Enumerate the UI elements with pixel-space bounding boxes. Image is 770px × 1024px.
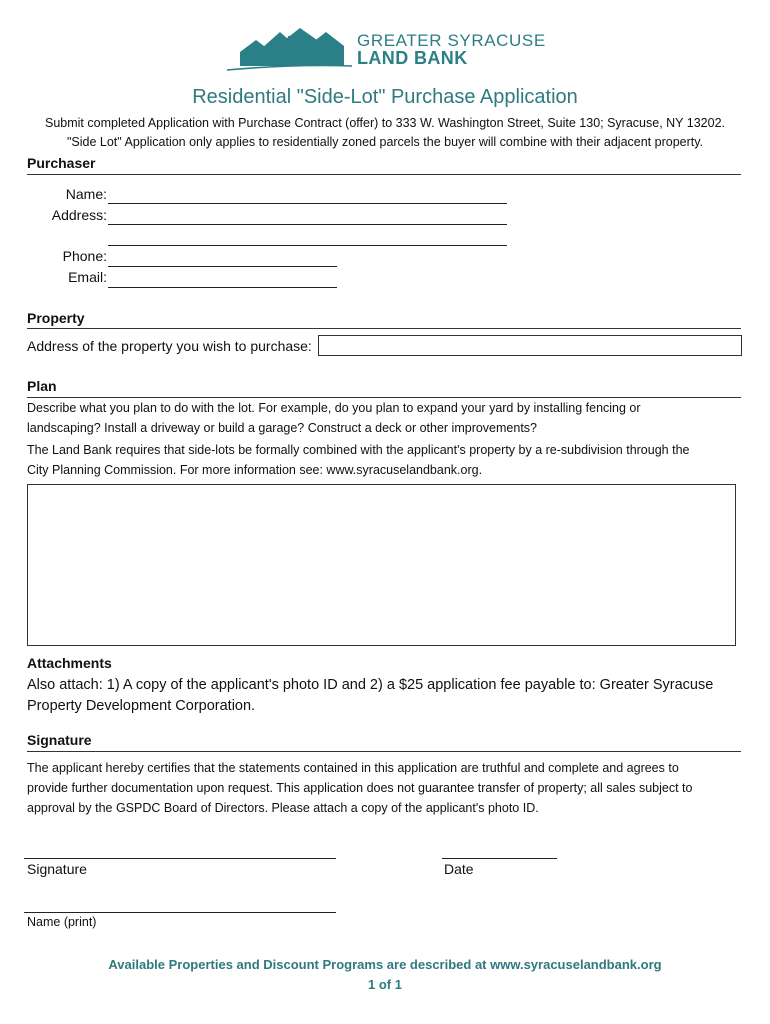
phone-input[interactable] [108, 266, 337, 267]
property-address-label: Address of the property you wish to purchase: [27, 338, 312, 354]
date-label: Date [444, 861, 474, 877]
phone-label: Phone: [62, 248, 107, 264]
plan-description-line1: Describe what you plan to do with the lot. For example, do you plan to expand your yard by installing fencing or [27, 401, 641, 415]
plan-description-line2: landscaping? Install a driveway or build a garage? Construct a deck or other improvements? [27, 421, 537, 435]
certification-line3: approval by the GSPDC Board of Directors. Please attach a copy of the applicant's photo ID. [27, 801, 539, 815]
page-number: 1 of 1 [368, 977, 402, 992]
property-address-input[interactable] [318, 335, 742, 356]
logo-line1: GREATER SYRACUSE [357, 31, 546, 50]
plan-textarea[interactable] [27, 484, 736, 646]
purchaser-heading: Purchaser [27, 155, 96, 171]
email-label: Email: [68, 269, 107, 285]
signature-input[interactable] [24, 858, 336, 859]
footer-text: Available Properties and Discount Programs are described at www.syracuselandbank.org [108, 957, 662, 972]
certification-line2: provide further documentation upon request. This application does not guarantee transfer of property; all sales subject to [27, 781, 693, 795]
purchaser-rule [27, 174, 741, 175]
page-title: Residential "Side-Lot" Purchase Application [192, 86, 578, 108]
attachments-line1: Also attach: 1) A copy of the applicant's photo ID and 2) a $25 application fee payable to: Greater Syracuse [27, 677, 714, 693]
address-input-line1[interactable] [108, 224, 507, 225]
logo-line2: LAND BANK [357, 48, 468, 68]
attachments-heading: Attachments [27, 655, 112, 671]
name-label: Name: [65, 186, 107, 202]
address-label: Address: [51, 207, 107, 223]
name-input[interactable] [108, 203, 507, 204]
address-input-line2[interactable] [108, 245, 507, 246]
subtitle-submit: Submit completed Application with Purchase Contract (offer) to 333 W. Washington Street, Suite 130; Syracuse, NY 13202. [45, 116, 725, 130]
property-rule [27, 328, 741, 329]
date-input[interactable] [442, 858, 557, 859]
attachments-line2: Property Development Corporation. [27, 698, 256, 714]
signature-heading: Signature [27, 732, 92, 748]
email-input[interactable] [108, 287, 337, 288]
name-print-label: Name (print) [27, 915, 97, 929]
plan-requirement-line1: The Land Bank requires that side-lots be formally combined with the applicant's property by a re-subdivision through the [27, 443, 690, 457]
signature-rule [27, 751, 741, 752]
plan-requirement-line2: City Planning Commission. For more information see: www.syracuselandbank.org. [27, 463, 483, 477]
property-heading: Property [27, 310, 85, 326]
name-print-input[interactable] [24, 912, 336, 913]
plan-heading: Plan [27, 378, 57, 394]
subtitle-side-lot: "Side Lot" Application only applies to residentially zoned parcels the buyer will combine with their adjacent property. [66, 135, 704, 149]
certification-line1: The applicant hereby certifies that the statements contained in this application are truthful and complete and agrees to [27, 761, 679, 775]
signature-label: Signature [27, 861, 87, 877]
